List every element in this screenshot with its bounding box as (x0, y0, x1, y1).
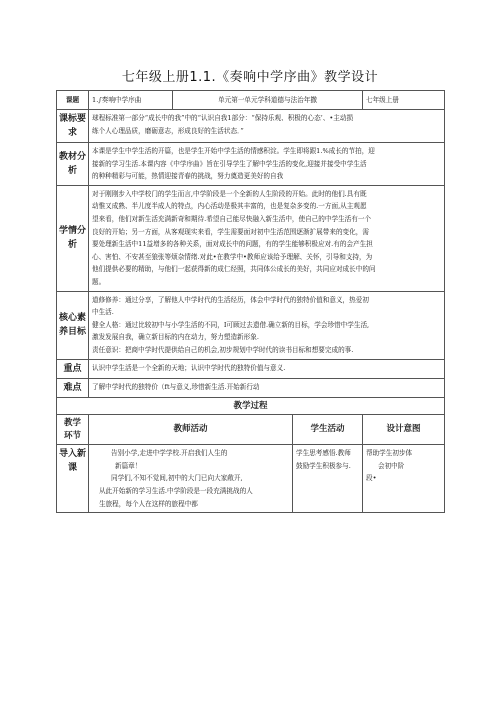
stage-header: 教学环节 (57, 415, 89, 445)
content-line: 良好的开始；另一方面，从客观现实来看，学生需要面对初中生活范围逐渐扩展带来的变化，需 (92, 227, 369, 236)
content-line: 中生活. (92, 308, 114, 317)
section-row (57, 359, 445, 378)
unit-value: 单元第一单元学科道德与法治年撒 (173, 91, 363, 110)
section-label: 教材分析 (57, 143, 89, 186)
intent-line: 段• (366, 474, 377, 483)
topic-value: 1.∫奏响中学序曲 (89, 91, 173, 110)
section-row (57, 378, 445, 397)
stage-cell: 导入新课 (57, 445, 89, 513)
student-header: 学生活动 (293, 415, 363, 445)
content-line: 要处理新生活中11益增多的各种关系，面对成长中的问题，有的学生能够积极应对.有的会产生担 (92, 240, 373, 249)
teacher-line: 同学们,不知不觉间,初中的大门已向大家敞开, (111, 474, 243, 483)
section-label: 核心素养目标 (57, 291, 89, 359)
section-content (89, 359, 445, 378)
section-row (57, 185, 445, 291)
content-line: 接新的学习生活.本课内容《中学序曲》旨在引导学生了解中学生活的变化,迎接并接受中学生活 (92, 159, 367, 168)
content-line: 动惟又成熟、半儿度半成人的特点，内心活动是极其丰富的，也是复杂多变的.一方面,从主观愿 (92, 202, 367, 211)
content-line: 了解中学时代的独特价（ft与意义,珍惜新生活.开始新行动 (92, 382, 260, 391)
grade-value: 七年级上册 (363, 91, 445, 110)
teacher-line: 从此开始新的学习生活.中学阶段是一段充满挑战的人 (99, 487, 253, 496)
section-label: 重点 (57, 359, 89, 378)
content-line: 健全人格：通过比较初中与小学生活的不同，I可顾过去遗借.确立新的目标，学会珍惜中学生活, (92, 320, 370, 329)
section-label: 课标要求 (57, 110, 89, 143)
section-content (89, 378, 445, 397)
content-line: 本课是学生中学生活的开篇，也是学生开始中学生活的情感积淀。学生即将跟1.%成长的节拍，迎 (92, 147, 375, 155)
section-label: 学情分析 (57, 185, 89, 291)
teacher-line: 告别小学,走进中学学校.开启我们人生的 (111, 449, 228, 458)
intent-line: 帮助学生初步体 (366, 449, 413, 458)
section-row (57, 143, 445, 186)
teacher-line: 生旅程，每个人在这样的旅程中都 (99, 499, 198, 508)
section-label: 难点 (57, 378, 89, 397)
section-content (89, 185, 445, 291)
content-line: 激发发展自我，确立新目标的内在动力，努力塑造新形象. (92, 333, 259, 342)
student-line: 鼓励学生积极参与. (296, 461, 351, 470)
student-line: 学生思考感悟.教师 (296, 449, 351, 458)
page-title: 七年级上册1.1.《奏响中学序曲》教学设计 (121, 70, 379, 85)
header-row (57, 91, 445, 110)
content-line: 题。 (92, 277, 106, 286)
teacher-line: 新篇章！ (115, 461, 142, 470)
topic-label: 课题 (57, 91, 89, 110)
process-row (57, 445, 445, 513)
section-content (89, 110, 445, 143)
section-content (89, 291, 445, 359)
content-line: 责任意识：把商中学时代提供给自己的机会,初步规划中学时代的读书目标和想要完成的事. (92, 345, 354, 354)
section-row (57, 291, 445, 359)
content-line: 道修修养：通过分享，了解他人中学时代的生活经历，体会中学时代的独特价值和意义，热爱初 (92, 295, 369, 304)
content-line: 心、害怕、不安甚至狼张等烦杂情绪.对此•在教学中•教师应该给予理解、关怀，引导和支持，为 (92, 252, 373, 261)
teacher-cell (89, 445, 293, 513)
process-title: 教学过程 (57, 397, 445, 415)
content-line: 练个人心理品质，磨砺意志，形成良好的生活状态．” (92, 126, 244, 135)
content-line: 他们提供必要的精助，与他们一起获得新的成仁经照，共同体公成长的美好，共同应对成长中的问 (92, 265, 376, 274)
teacher-header: 教师活动 (89, 415, 293, 445)
intent-cell (363, 445, 445, 513)
content-line: 球程标准第一部分“成长中的我”中的“认识自我1部分：“保持乐观、积极的心态’、•主动损 (92, 114, 354, 122)
section-row (57, 110, 445, 143)
content-line: 望来看，他们对新生活充满新奇和期待.希望自己能尽快融入新生活中，使自己的中学生活有一个 (92, 214, 372, 223)
section-content (89, 143, 445, 186)
process-header-row (57, 415, 445, 445)
process-title-row (57, 397, 445, 415)
content-line: 的种种精彩与可能，热情迎接青春的挑战，努力奠造更美好的自我 (92, 172, 284, 181)
intent-header: 设计意图 (363, 415, 445, 445)
content-line: 认识中学生活是一个全新的天地；认识中学时代的独特价值与意义. (92, 363, 286, 372)
intent-line: 会初中阶 (378, 461, 405, 470)
student-cell (293, 445, 363, 513)
content-line: 对于刚刚步入中学校门的学生而言,中学阶段是一个全新的人生阶段的开始。此时的他们.具有既 (92, 189, 367, 198)
lesson-plan-table (56, 90, 445, 513)
